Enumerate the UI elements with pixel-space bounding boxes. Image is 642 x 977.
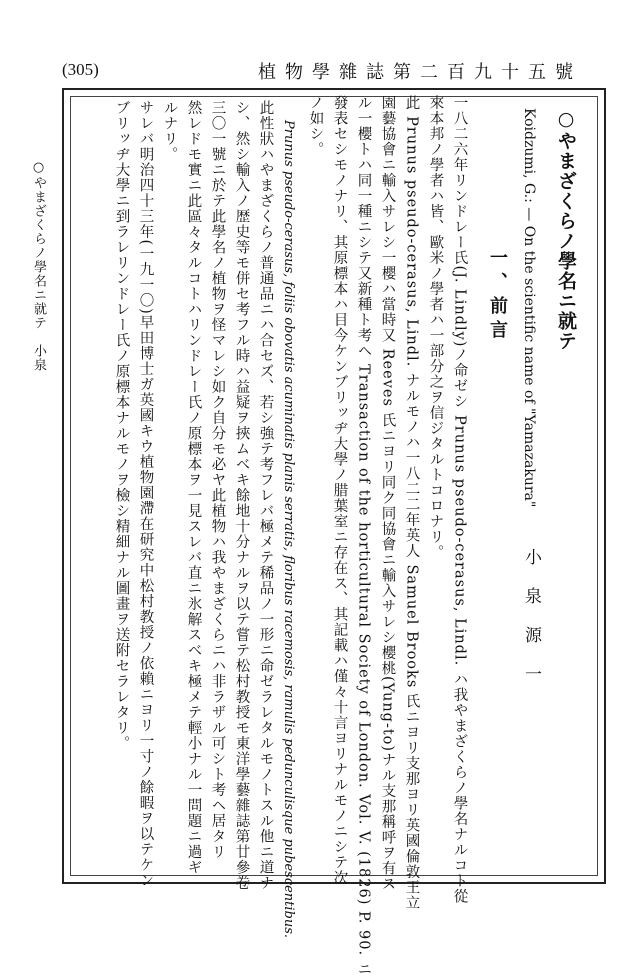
body-line: 此性狀ハやまざくらノ普通品ニハ合セズ、若シ強テ考フレバ極メテ稀品ノ一形ニ命ゼラレタルモノトスル他ニ道ナ: [257, 100, 274, 891]
body-line: シ、然シ輸入ノ歴史等モ併セ考フル時ハ益疑ヲ挾ムベキ餘地十分ナルヲ以テ嘗テ松村教授モ東洋學藝雜誌第廿參卷: [233, 100, 250, 891]
body-line: 一八二六年リンドレー氏(J. Lindly)ノ命ゼシ Prunus pseudo-cerasus, Lindl. ハ我やまざくらノ學名ナルコト從: [451, 95, 468, 905]
article-byline-en: Koidzumi, G.: — On the scientific name of "Yamazakura": [521, 108, 537, 508]
body-line: サレバ明治四十三年(一九一〇)早田博士ガ英國キウ植物園滯在研究中松村教授ノ依賴ニヨリ一寸ノ餘暇ヲ以テケン: [137, 100, 154, 889]
page-number: (305): [62, 60, 99, 79]
body-line: 三〇一號ニ於テ此學名ノ植物ヲ怪マレシ如ク自分モ必ヤ此植物ハ我やまざくらニハ非ラザル可シト考ヘ居タリ: [209, 100, 226, 860]
section-heading: 一、前言: [487, 248, 508, 344]
body-line: ブリッヂ大學ニ到ラレリンドレー氏ノ原標本ナルモノヲ檢シ精細ナル圖畫ヲ送附セラレタリ。: [113, 100, 130, 751]
article-title: ○やまざくらノ學名ニ就テ: [555, 108, 577, 351]
body-line: 然レドモ實ニ此區々タルコトハリンドレー氏ノ原標本ヲ一見スレバ直ニ氷解スベキ極メテ輕小ナル一問題ニ過ギ: [185, 100, 202, 875]
latin-diagnosis: Prunus pseudo-cerasus, foliis obovatis acuminatis planis serratis, floribus racemosis, ramulis pedunculisque pubescentibus.: [281, 120, 296, 939]
body-line: ルナリ。: [161, 100, 178, 162]
body-line: 發表セシモノナリ、其原標本ハ目今ケンブリッヂ大學ノ腊葉室ニ存在ス、其記載ハ僅々十言ヨリナルモノニシテ次: [331, 95, 348, 886]
page-header: [62, 58, 582, 84]
journal-title: 植物學雜誌第二百九十五號: [258, 62, 582, 83]
running-title: ○やまざくらノ學名ニ就テ 小泉: [31, 160, 46, 372]
body-line: 來本邦ノ學者ハ皆、歐米ノ學者ハ一部分之ヲ信ジタルトコロナリ。: [427, 95, 444, 560]
body-line: ノ如シ。: [307, 95, 324, 157]
article-author: 小泉源一: [521, 548, 541, 704]
body-line: 園藝協會ニ輸入サレシ一櫻ハ當時又 Reeves 氏ニヨリ同ク同協會ニ輸入サレシ櫻桃(Yung-to)ナル支那稱呼ヲ有ス: [379, 95, 396, 892]
body-line: 此 Prunus pseudo-cerasus, Lindl. ナルモノハ一八二二年英人 Samuel Brooks 氏ニヨリ支那ヨリ英國倫敦王立: [403, 95, 420, 911]
body-line: ル一櫻トハ同一種ニシテ又新種ト考ヘ Transaction of the horticultural Society of London. Vol. V. (1826) P. 90. ニ: [355, 95, 372, 977]
